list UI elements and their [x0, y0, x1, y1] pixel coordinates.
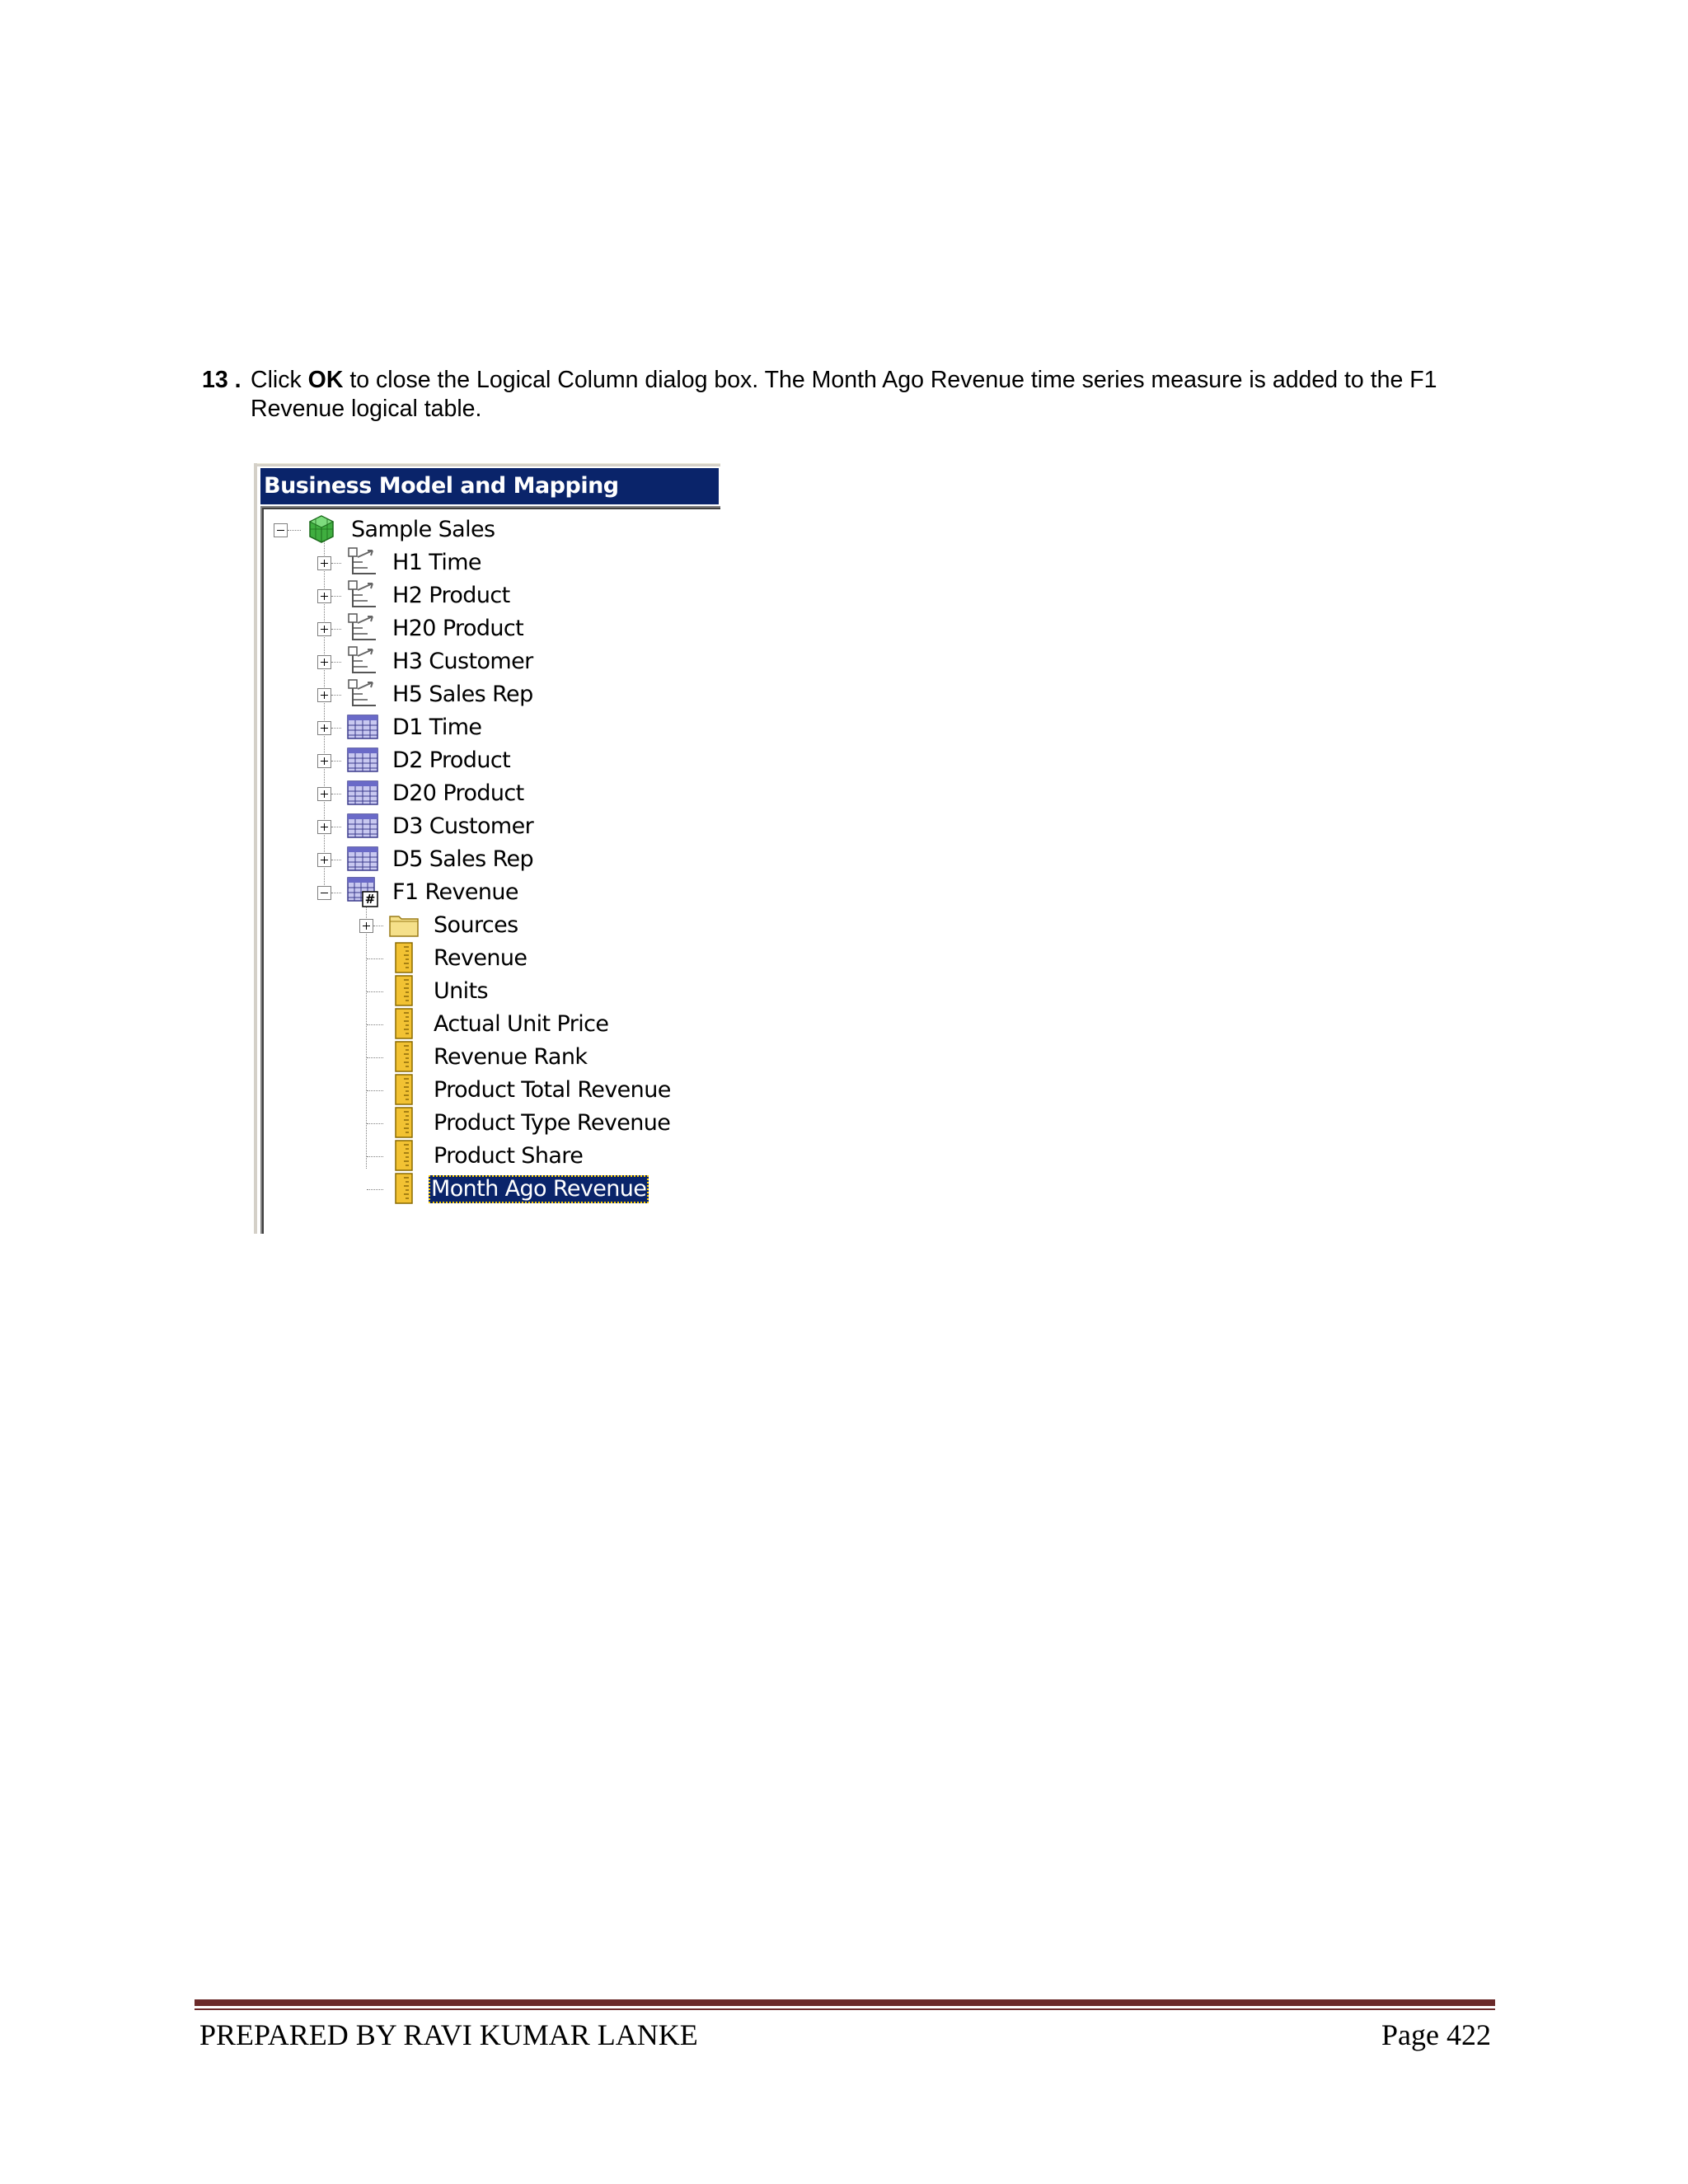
- expand-toggle-d3-customer[interactable]: [317, 820, 331, 834]
- tree-node-label: H2 Product: [392, 583, 510, 608]
- panel-frame-left: [254, 463, 257, 1234]
- measure-column-icon: [387, 1106, 420, 1139]
- tree-node-label-selected: Month Ago Revenue: [429, 1175, 649, 1203]
- hierarchy-icon: [346, 677, 379, 710]
- tree-node-label: Actual Unit Price: [434, 1011, 609, 1037]
- tree-connector: [367, 1123, 383, 1124]
- tree-node-label: Revenue Rank: [434, 1044, 588, 1070]
- tree-node-label: Units: [434, 978, 489, 1004]
- step-bold-ok: OK: [307, 367, 344, 393]
- tree-node-h20-product[interactable]: [390, 612, 526, 645]
- tree-node-sources[interactable]: [431, 909, 521, 942]
- tree-node-label: H3 Customer: [392, 649, 533, 674]
- folder-icon: [387, 908, 420, 941]
- tree-node-d20-product[interactable]: [390, 777, 527, 810]
- tree-node-label: H5 Sales Rep: [392, 682, 533, 707]
- tree-node-label: D3 Customer: [392, 813, 534, 839]
- hierarchy-icon: [346, 644, 379, 677]
- tree-node-units[interactable]: [431, 975, 490, 1008]
- measure-column-icon: [387, 974, 420, 1007]
- tree-connector: [367, 1189, 383, 1190]
- tree-node-h2-product[interactable]: [390, 579, 513, 612]
- tree-connector: [367, 1090, 383, 1091]
- logical-table-icon: [346, 842, 379, 875]
- tree-node-label: Sources: [434, 912, 518, 938]
- tree-node-product-type-revenue[interactable]: [431, 1107, 673, 1140]
- tree-guide-fact: [366, 895, 367, 1169]
- tree-node-product-total-revenue[interactable]: [431, 1074, 673, 1107]
- tree-node-f1-revenue[interactable]: [390, 876, 521, 909]
- tree-connector: [367, 1156, 383, 1157]
- tree-node-revenue-rank[interactable]: [431, 1041, 589, 1074]
- expand-toggle-d5-sales-rep[interactable]: [317, 853, 331, 867]
- tree-node-revenue[interactable]: [431, 942, 529, 975]
- logical-table-icon: [346, 743, 379, 776]
- tree-node-label: D20 Product: [392, 780, 524, 806]
- tree-connector: [331, 761, 341, 762]
- tree-node-label: F1 Revenue: [392, 879, 518, 905]
- instruction-step: [202, 366, 1521, 424]
- tree-node-d1-time[interactable]: [390, 711, 484, 744]
- panel-frame-top: [254, 463, 720, 466]
- footer-author: PREPARED BY RAVI KUMAR LANKE: [199, 2018, 698, 2051]
- tree-node-h5-sales-rep[interactable]: [390, 678, 536, 711]
- tree-connector: [367, 1024, 383, 1025]
- measure-column-icon: [387, 1172, 420, 1205]
- svg-text:#: #: [364, 892, 376, 907]
- panel-title: Business Model and Mapping: [260, 468, 719, 504]
- expand-toggle-h20-product[interactable]: [317, 622, 331, 636]
- tree-node-label: D2 Product: [392, 748, 511, 773]
- expand-toggle-sample-sales[interactable]: [274, 523, 288, 537]
- footer-rule-thin: [195, 2008, 1495, 2010]
- tree-guide-root: [324, 531, 325, 888]
- measure-column-icon: [387, 1073, 420, 1106]
- tree-node-label: Product Share: [434, 1143, 584, 1169]
- tree-node-d3-customer[interactable]: [390, 810, 536, 843]
- tree-connector: [367, 958, 383, 959]
- tree-node-label: H20 Product: [392, 616, 524, 641]
- tree-connector: [331, 629, 341, 630]
- tree-node-label: Product Type Revenue: [434, 1110, 671, 1136]
- tree-connector: [331, 662, 341, 663]
- tree-node-product-share[interactable]: [431, 1140, 585, 1173]
- step-text: [251, 366, 1521, 424]
- measure-column-icon: [387, 1007, 420, 1040]
- expand-toggle-h2-product[interactable]: [317, 589, 331, 603]
- logical-table-icon: [346, 776, 379, 809]
- tree-node-month-ago-revenue[interactable]: [429, 1173, 649, 1206]
- tree-node-label: Revenue: [434, 945, 528, 971]
- business-model-panel: [254, 463, 720, 1234]
- step-text-after: to close the Logical Column dialog box. The Month Ago Revenue time series measure is added to the F1 Revenue logical table.: [251, 367, 1437, 422]
- logical-table-icon: [346, 809, 379, 842]
- footer-rule: [195, 1999, 1495, 2006]
- step-number: 13 .: [202, 367, 241, 393]
- tree-connector: [288, 530, 301, 531]
- tree-node-sample-sales[interactable]: [349, 513, 497, 546]
- step-text-before: Click: [251, 367, 308, 393]
- tree-node-label: Sample Sales: [351, 517, 495, 542]
- tree-node-label: Product Total Revenue: [434, 1077, 671, 1103]
- tree-node-actual-unit-price[interactable]: [431, 1008, 611, 1041]
- fact-table-icon: [346, 875, 379, 908]
- expand-toggle-h5-sales-rep[interactable]: [317, 688, 331, 702]
- tree-connector: [331, 728, 341, 729]
- tree-node-d2-product[interactable]: [390, 744, 513, 777]
- expand-toggle-d1-time[interactable]: [317, 721, 331, 735]
- tree-connector: [331, 563, 341, 564]
- expand-toggle-d2-product[interactable]: [317, 754, 331, 768]
- footer-page-number: Page 422: [1381, 2018, 1491, 2051]
- tree-node-h1-time[interactable]: [390, 546, 484, 579]
- expand-toggle-h1-time[interactable]: [317, 556, 331, 570]
- tree-node-label: H1 Time: [392, 550, 481, 575]
- tree-node-label: D5 Sales Rep: [392, 846, 534, 872]
- tree-node-d5-sales-rep[interactable]: [390, 843, 536, 876]
- tree-connector: [331, 596, 341, 597]
- expand-toggle-sources[interactable]: [359, 919, 373, 933]
- tree-node-label: D1 Time: [392, 715, 482, 740]
- expand-toggle-h3-customer[interactable]: [317, 655, 331, 669]
- tree-node-h3-customer[interactable]: [390, 645, 536, 678]
- tree-connector: [367, 991, 383, 992]
- measure-column-icon: [387, 941, 420, 974]
- measure-column-icon: [387, 1040, 420, 1073]
- tree-connector: [367, 1057, 383, 1058]
- business-model-cube-icon: [305, 513, 338, 546]
- logical-table-icon: [346, 710, 379, 743]
- hierarchy-icon: [346, 546, 379, 579]
- hierarchy-icon: [346, 579, 379, 612]
- expand-toggle-d20-product[interactable]: [317, 787, 331, 801]
- hierarchy-icon: [346, 612, 379, 644]
- expand-toggle-f1-revenue[interactable]: [317, 886, 331, 900]
- tree-connector: [331, 695, 341, 696]
- measure-column-icon: [387, 1139, 420, 1172]
